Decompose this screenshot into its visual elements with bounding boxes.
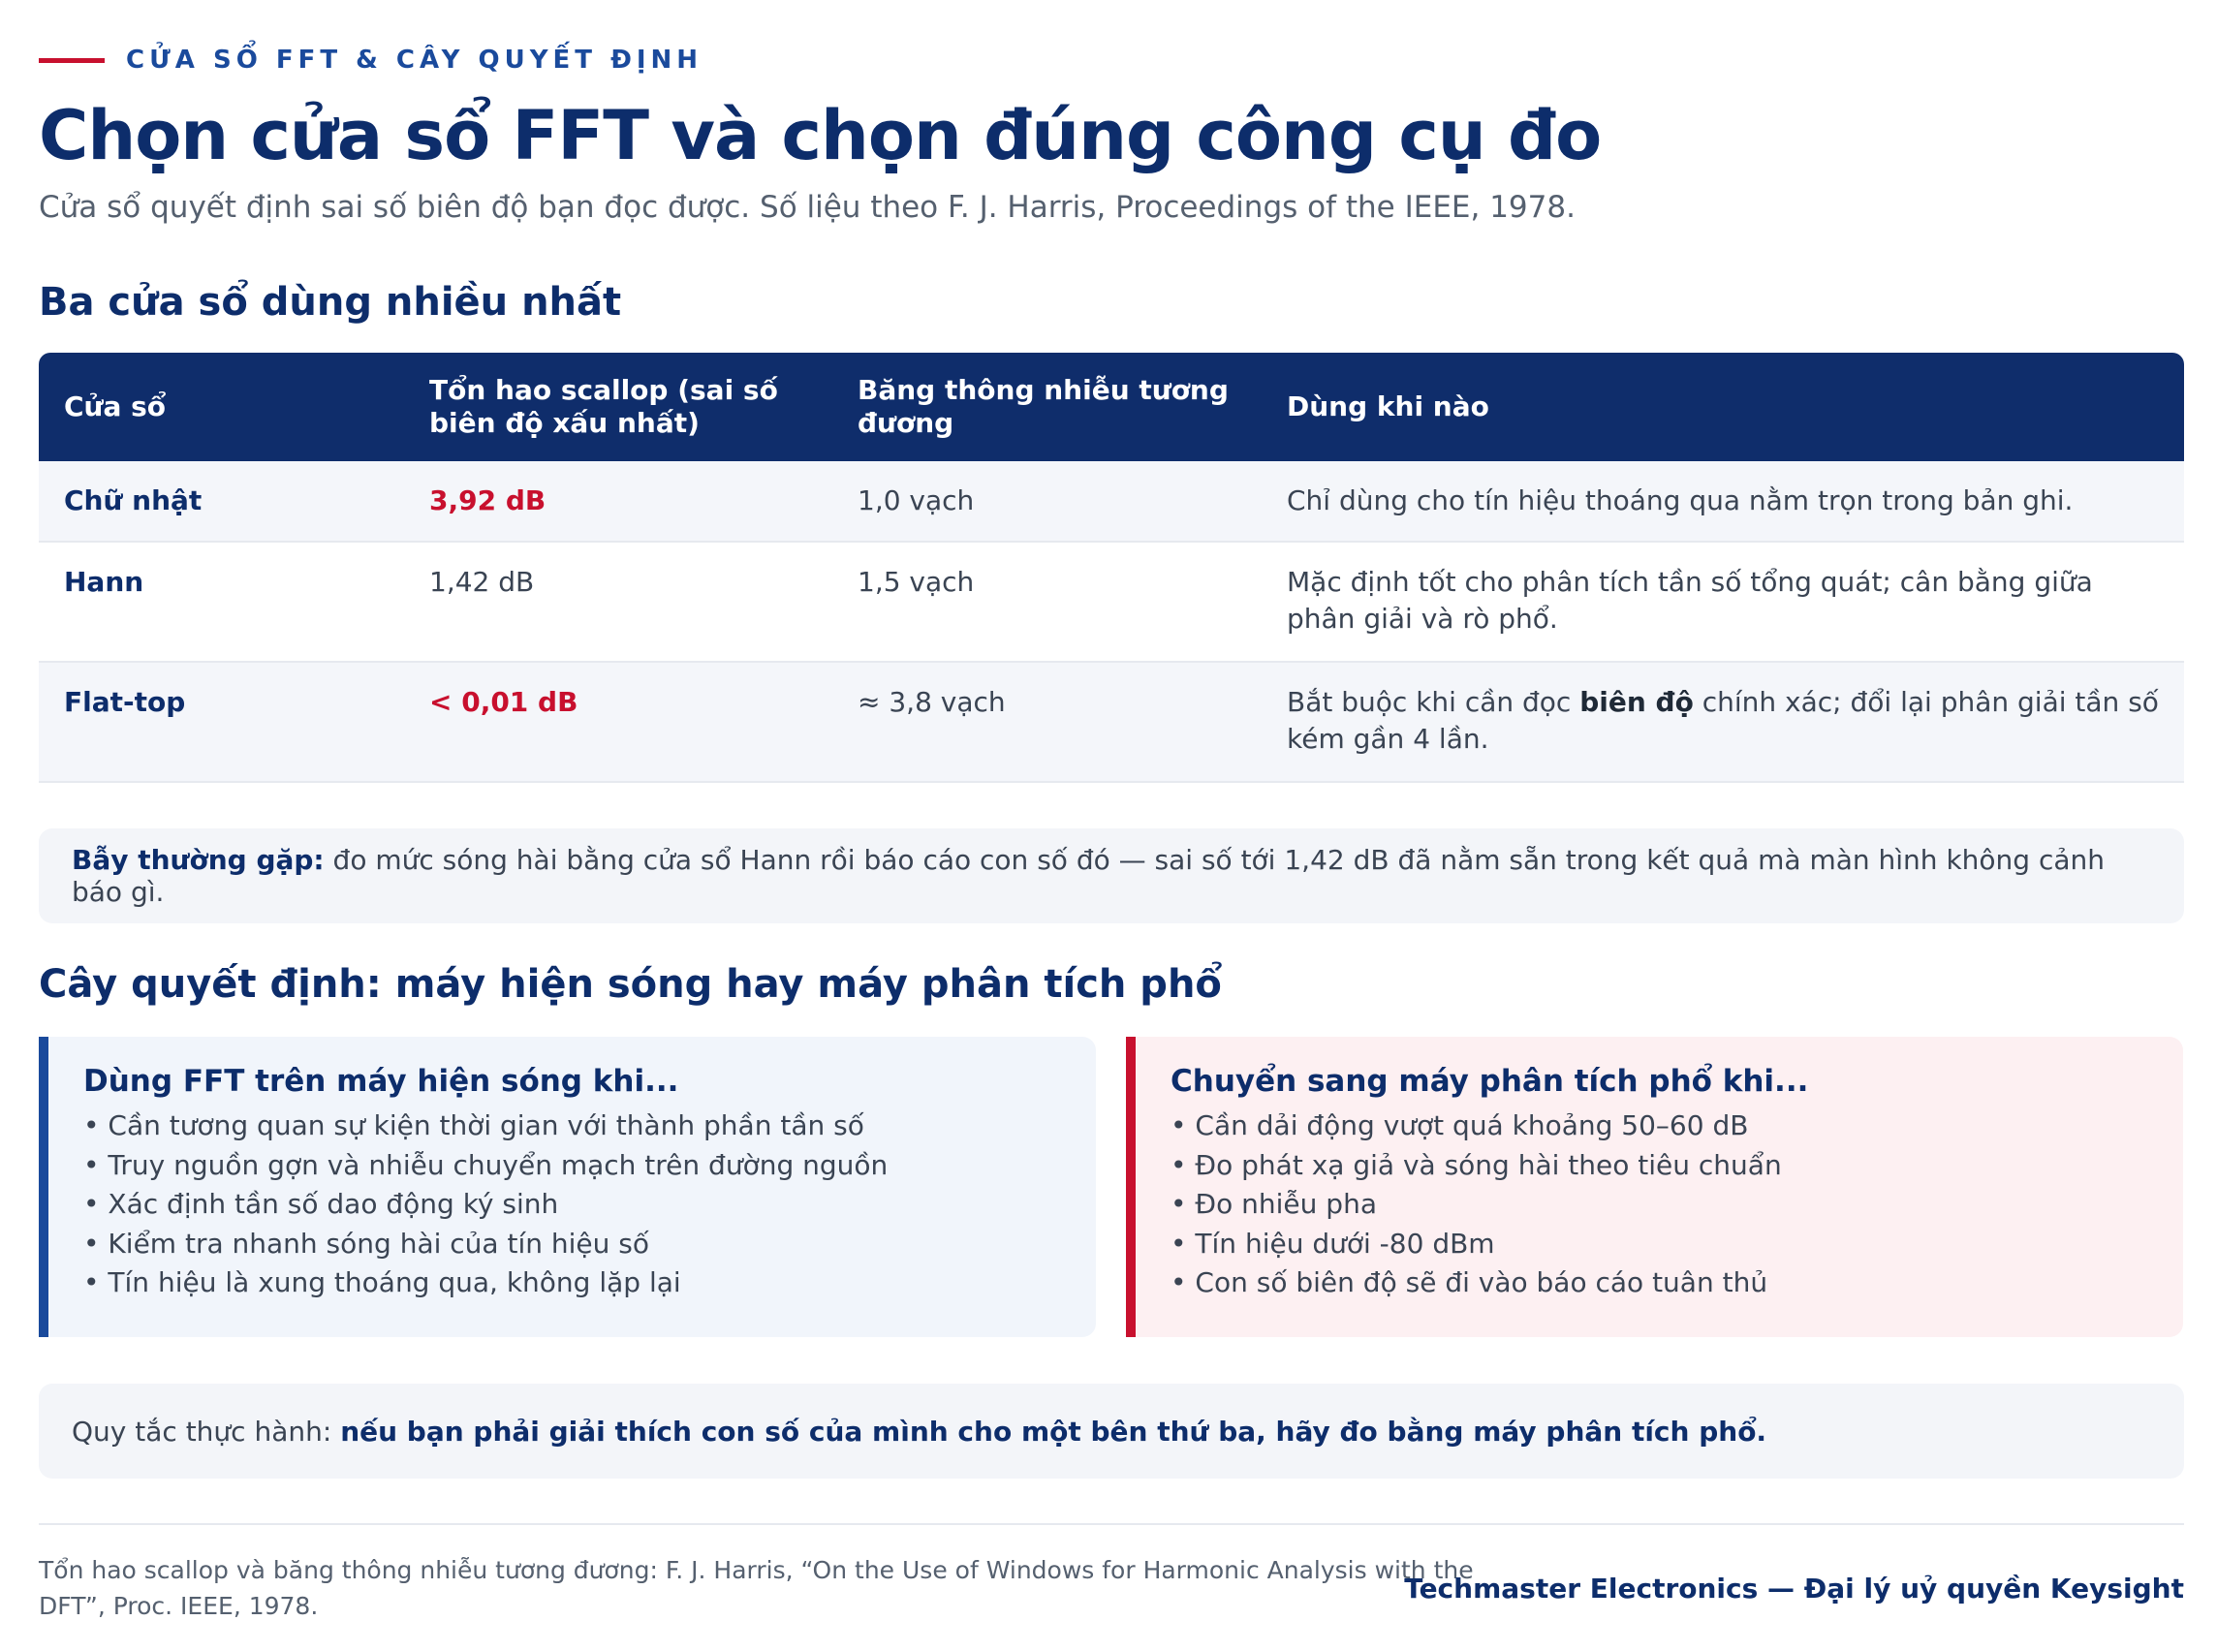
analyzer-card-title: Chuyển sang máy phân tích phổ khi... (1171, 1064, 1809, 1099)
rule-callout (39, 1384, 2184, 1479)
windows-heading: Ba cửa sổ dùng nhiều nhất (39, 280, 622, 325)
table-row (39, 663, 2184, 783)
window-name: Flat-top (64, 686, 186, 718)
rule-prefix: Quy tắc thực hành: (72, 1415, 341, 1448)
window-name: Hann (64, 566, 144, 598)
list-item: • Tín hiệu là xung thoáng qua, không lặp lại (83, 1263, 1096, 1303)
noise-bandwidth: 1,5 vạch (858, 566, 975, 598)
analyzer-card (1126, 1037, 2183, 1337)
list-item: • Con số biên độ sẽ đi vào báo cáo tuân thủ (1171, 1263, 2183, 1303)
usage-text-pre: Bắt buộc khi cần đọc (1287, 686, 1580, 718)
pitfall-callout (39, 828, 2184, 923)
usage-text-emphasis: biên độ (1579, 686, 1694, 718)
usage-text (1262, 684, 2184, 781)
usage-text-post: chính xác; đổi lại phân giải tần số kém gần 4 lần. (1287, 686, 2159, 755)
noise-bandwidth: ≈ 3,8 vạch (858, 686, 1006, 718)
rule-emphasis: nếu bạn phải giải thích con số của mình cho một bên thứ ba, hãy đo bằng máy phân tích phổ. (340, 1415, 1767, 1448)
column-header-usage: Dùng khi nào (1287, 390, 1489, 422)
footer-brand: Techmaster Electronics — Đại lý uỷ quyền Keysight (1404, 1573, 2184, 1605)
list-item: • Đo phát xạ giả và sóng hài theo tiêu chuẩn (1171, 1146, 2183, 1186)
pitfall-label: Bẫy thường gặp: (72, 844, 325, 876)
windows-table (39, 353, 2184, 783)
scallop-loss: 3,92 dB (429, 484, 546, 516)
rule-text (72, 1416, 1766, 1448)
list-item: • Đo nhiễu pha (1171, 1185, 2183, 1225)
oscilloscope-card (39, 1037, 1096, 1337)
column-header-enbw: Băng thông nhiễu tương đương (858, 374, 1229, 439)
eyebrow-accent-line (39, 58, 105, 63)
eyebrow (39, 41, 703, 79)
pitfall-text (72, 844, 2151, 908)
scallop-loss: < 0,01 dB (429, 686, 578, 718)
page-title: Chọn cửa sổ FFT và chọn đúng công cụ đo (39, 96, 1602, 175)
list-item: • Truy nguồn gợn và nhiễu chuyển mạch trên đường nguồn (83, 1146, 1096, 1186)
column-header-window: Cửa sổ (64, 390, 167, 422)
list-item: • Xác định tần số dao động ký sinh (83, 1185, 1096, 1225)
decision-cards (39, 1037, 2184, 1337)
usage-text: Chỉ dùng cho tín hiệu thoáng qua nằm trọn trong bản ghi. (1287, 484, 2074, 516)
column-header-scallop: Tổn hao scallop (sai số biên độ xấu nhất) (429, 374, 778, 439)
eyebrow-text: CỬA SỔ FFT & CÂY QUYẾT ĐỊNH (126, 46, 703, 75)
list-item: • Kiểm tra nhanh sóng hài của tín hiệu số (83, 1225, 1096, 1264)
list-item: • Cần dải động vượt quá khoảng 50–60 dB (1171, 1107, 2183, 1146)
list-item: • Cần tương quan sự kiện thời gian với thành phần tần số (83, 1107, 1096, 1146)
noise-bandwidth: 1,0 vạch (858, 484, 975, 516)
window-name: Chữ nhật (64, 484, 203, 516)
page-subtitle: Cửa sổ quyết định sai số biên độ bạn đọc được. Số liệu theo F. J. Harris, Proceedings of the IEEE, 1978. (39, 190, 1576, 225)
footer-divider (39, 1523, 2184, 1525)
scallop-loss: 1,42 dB (429, 566, 535, 598)
table-row (39, 461, 2184, 543)
analyzer-list (1171, 1107, 2183, 1303)
footer-source: Tổn hao scallop và băng thông nhiễu tương đương: F. J. Harris, “On the Use of Windows for Harmonic Analysis with the DFT”, Proc. IEEE, 1978. (39, 1556, 1474, 1620)
decision-heading: Cây quyết định: máy hiện sóng hay máy phân tích phổ (39, 962, 1222, 1007)
table-row (39, 543, 2184, 663)
pitfall-body: đo mức sóng hài bằng cửa sổ Hann rồi báo cáo con số đó — sai số tới 1,42 dB đã nằm sẵn trong kết quả mà màn hình không cảnh báo gì. (72, 844, 2106, 908)
usage-text: Mặc định tốt cho phân tích tần số tổng quát; cân bằng giữa phân giải và rò phổ. (1287, 566, 2093, 635)
table-header (39, 353, 2184, 461)
list-item: • Tín hiệu dưới -80 dBm (1171, 1225, 2183, 1264)
oscilloscope-list (83, 1107, 1096, 1303)
oscilloscope-card-title: Dùng FFT trên máy hiện sóng khi... (83, 1064, 679, 1099)
